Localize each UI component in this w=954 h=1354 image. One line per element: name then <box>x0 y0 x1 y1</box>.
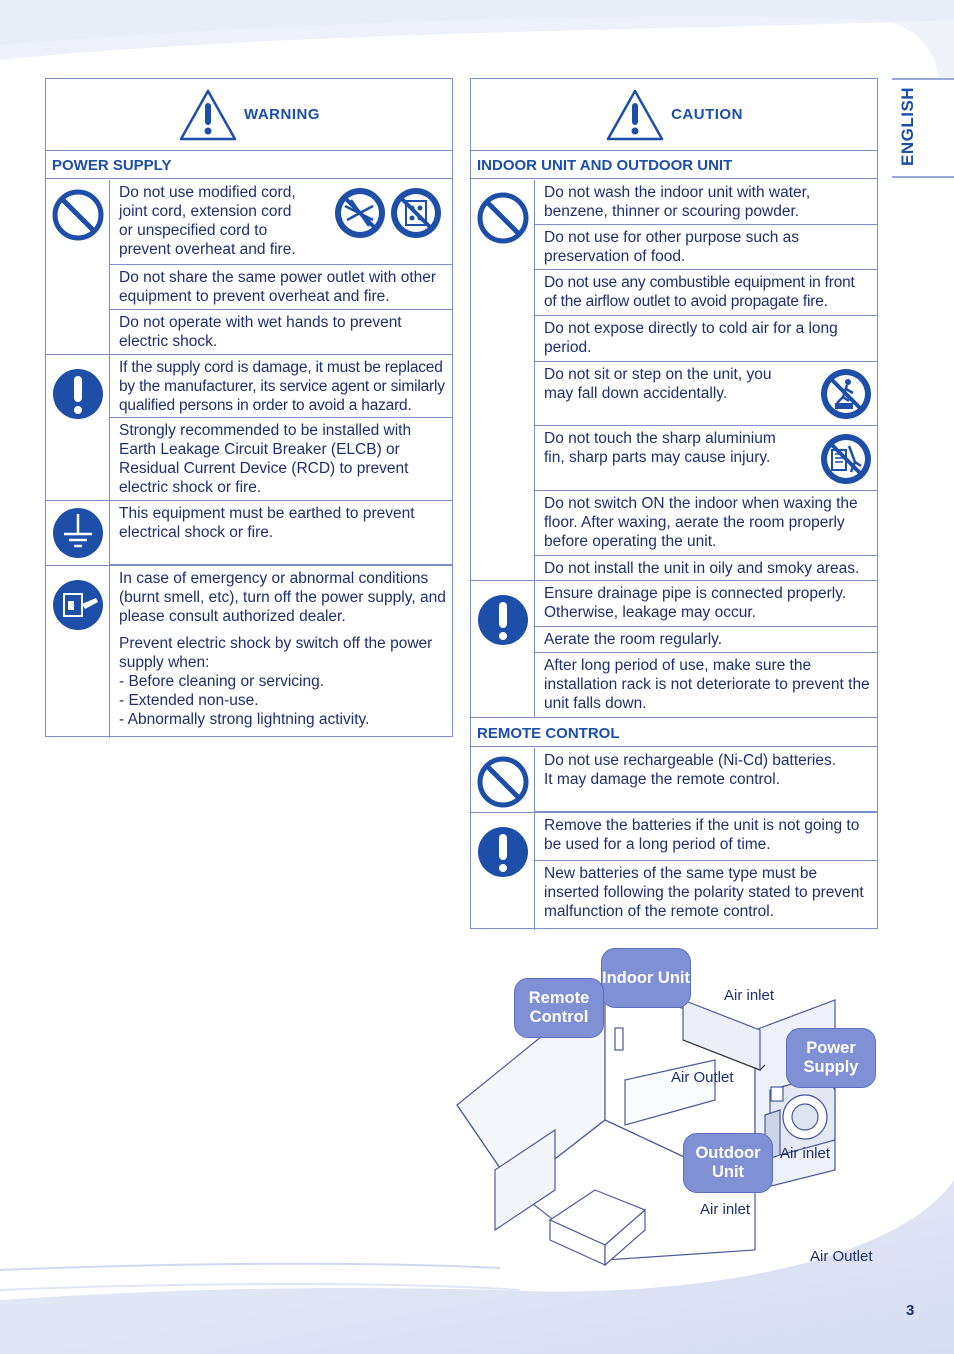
warning-header <box>46 79 452 151</box>
caution-row-10: Aerate the room regularly. <box>535 627 877 653</box>
caution-mandatory-icon-cell <box>471 581 535 718</box>
caution-header <box>471 79 877 151</box>
caution-row-7: Do not switch ON the indoor when waxing the floor. After waxing, aerate the room properly before operating the unit. <box>535 491 877 556</box>
prohibition-icon <box>51 188 105 242</box>
no-touch-fin-icon <box>819 432 873 486</box>
warning-row-5: Strongly recommended to be installed with Earth Leakage Circuit Breaker (ELCB) or Residual Current Device (RCD) to prevent electric shock or fire. <box>110 418 452 501</box>
warning-row-2: Do not share the same power outlet with other equipment to prevent overheat and fire. <box>110 265 452 310</box>
remote-control-bubble: Remote Control <box>514 978 604 1038</box>
caution-label: CAUTION <box>671 106 743 123</box>
indoor-unit-bubble: Indoor Unit <box>601 948 691 1008</box>
indoor-air-inlet-label: Air inlet <box>724 987 775 1004</box>
prevent-item-1: - Before cleaning or servicing. <box>119 673 325 690</box>
caution-row-9: Ensure drainage pipe is connected properly. Otherwise, leakage may occur. <box>535 581 877 627</box>
no-step-icon <box>819 367 873 421</box>
exclamation-icon <box>51 367 105 421</box>
caution-row-3: Do not use any combustible equipment in front of the airflow outlet to avoid propagate fire. <box>535 270 877 316</box>
earth-ground-icon <box>51 506 105 560</box>
language-tab <box>892 78 954 178</box>
indoor-outdoor-heading: INDOOR UNIT AND OUTDOOR UNIT <box>471 150 877 179</box>
prohibition-icon <box>476 755 530 809</box>
caution-row-11: After long period of use, make sure the installation rack is not deteriorate to prevent the unit falls down. <box>535 653 877 718</box>
exclamation-icon <box>476 593 530 647</box>
power-supply-bubble: Power Supply <box>786 1028 876 1088</box>
warning-label: WARNING <box>244 106 320 123</box>
no-extension-cord-icon <box>333 186 443 240</box>
switch-off-icon-cell <box>46 566 110 738</box>
caution-row-8: Do not install the unit in oily and smoky areas. <box>535 556 877 581</box>
warning-triangle-icon <box>178 88 238 142</box>
caution-triangle-icon <box>605 88 665 142</box>
page-number: 3 <box>906 1302 915 1319</box>
remote-row-3: New batteries of the same type must be inserted following the polarity stated to prevent malfunction of the remote control. <box>544 865 864 920</box>
caution-prohibition-icon-cell <box>471 180 535 581</box>
prevent-item-3: - Abnormally strong lightning activity. <box>119 711 370 728</box>
prohibition-icon <box>476 191 530 245</box>
remote-mandatory-icon-cell <box>471 813 535 930</box>
outdoor-air-inlet-side-label: Air inlet <box>700 1201 751 1218</box>
remote-control-heading: REMOTE CONTROL <box>471 718 877 747</box>
caution-row-4: Do not expose directly to cold air for a long period. <box>535 316 877 362</box>
warning-row-6: This equipment must be earthed to prevent electrical shock or fire. <box>110 501 452 565</box>
outdoor-air-inlet-top-label: Air inlet <box>780 1145 831 1162</box>
remote-prohibition-icon-cell <box>471 748 535 812</box>
warning-row-1-text: Do not use modified cord, joint cord, extension cord or unspecified cord to prevent overheat and fire. <box>119 184 296 258</box>
prohibition-icon-cell <box>46 180 110 354</box>
exclamation-icon <box>476 825 530 879</box>
prevent-item-2: - Extended non-use. <box>119 692 259 709</box>
warning-row-7 <box>110 566 452 738</box>
language-tab-label: ENGLISH <box>898 86 917 166</box>
switch-off-icon <box>51 578 105 632</box>
caution-row-2: Do not use for other purpose such as preservation of food. <box>535 225 877 270</box>
power-supply-heading: POWER SUPPLY <box>46 150 452 179</box>
warning-row-3: Do not operate with wet hands to prevent electric shock. <box>110 310 452 355</box>
remote-row-1: Do not use rechargeable (Ni-Cd) batteries. It may damage the remote control. <box>535 748 877 812</box>
earth-icon-cell <box>46 501 110 565</box>
indoor-air-outlet-label: Air Outlet <box>671 1069 734 1086</box>
caution-row-5-text: Do not sit or step on the unit, you may fall down accidentally. <box>544 366 772 402</box>
warning-row-4: If the supply cord is damage, it must be replaced by the manufacturer, its service agent or similarly qualified persons in order to avoid a hazard. <box>110 355 452 418</box>
caution-row-1: Do not wash the indoor unit with water, benzene, thinner or scouring powder. <box>535 180 877 225</box>
warning-table <box>45 78 453 737</box>
remote-row-2: Remove the batteries if the unit is not going to be used for a long period of time. <box>535 813 877 861</box>
mandatory-icon-cell <box>46 355 110 501</box>
emergency-text: In case of emergency or abnormal conditions (burnt smell, etc), turn off the power supply, and please consult authorized dealer. <box>119 570 446 625</box>
caution-row-6-text: Do not touch the sharp aluminium fin, sharp parts may cause injury. <box>544 430 776 466</box>
prevent-shock-text: Prevent electric shock by switch off the power supply when: <box>119 635 433 671</box>
caution-table <box>470 78 878 929</box>
outdoor-unit-bubble: Outdoor Unit <box>683 1133 773 1193</box>
outdoor-air-outlet-label: Air Outlet <box>810 1248 873 1265</box>
